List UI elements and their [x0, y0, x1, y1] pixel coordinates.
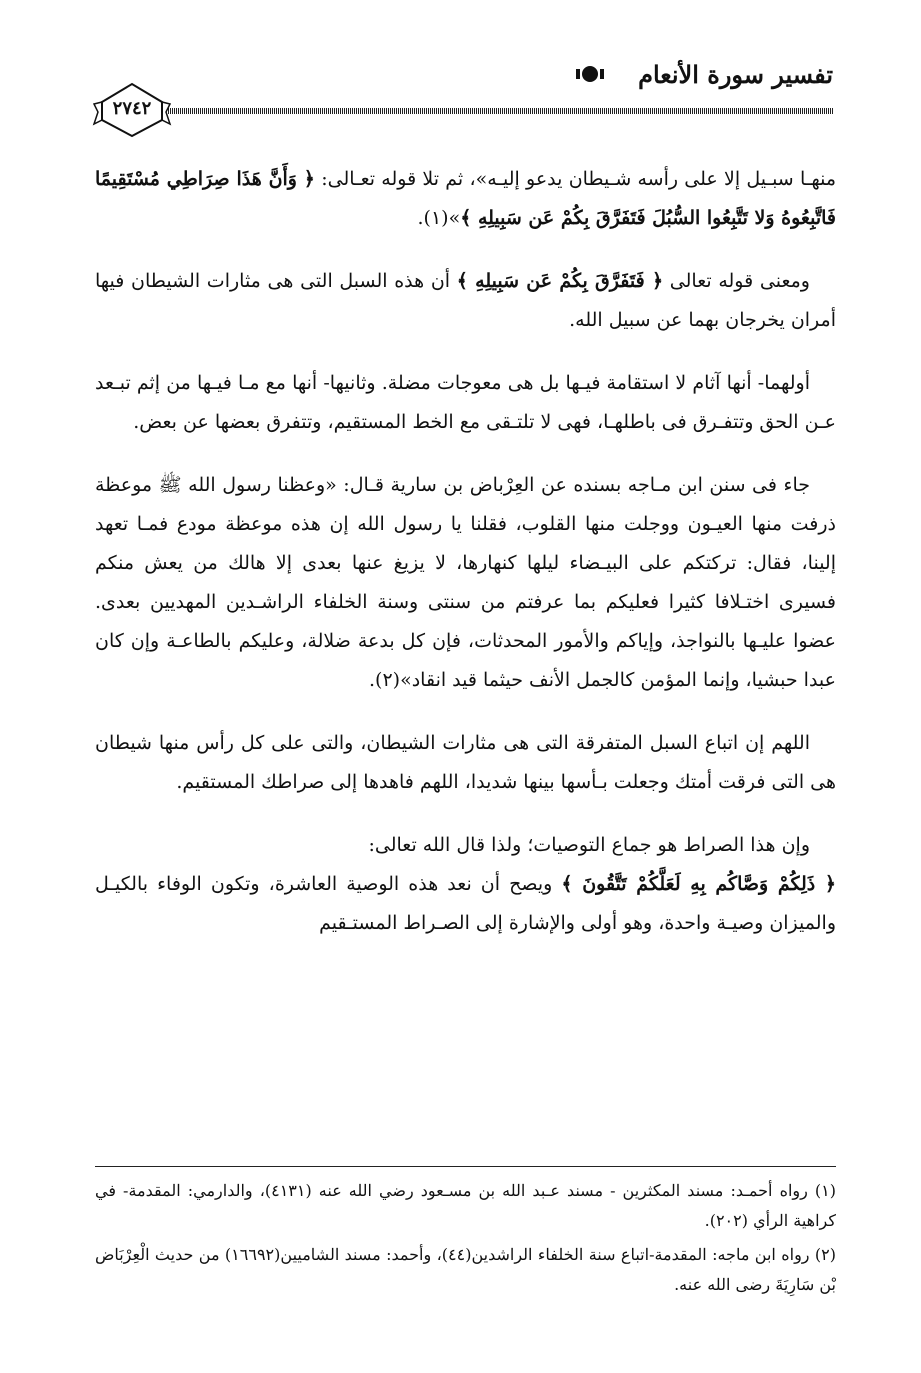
- ornament-icon: [582, 66, 598, 82]
- paragraph-1: [95, 160, 836, 238]
- paragraph-text: ومعنى قوله تعالى: [663, 270, 810, 292]
- paragraph-text: ويصح أن نعد هذه الوصية العاشرة، وتكون الوفاء بالكيـل والميزان وصيـة واحدة، وهو أولى والإشارة إلى الصـراط المستـقيم: [95, 873, 836, 934]
- footnote-1: (١) رواه أحمـد: مسند المكثرين - مسند عـبد الله بن مسـعود رضي الله عنه (٤١٣١)، والدارمي: المقدمة- في كراهية الرأي (٢٠٢).: [95, 1181, 836, 1230]
- paragraph-text: منهـا سبـيل إلا على رأسه شـيطان يدعو إليـه»، ثم تلا قوله تعـالى:: [314, 168, 836, 190]
- quran-verse: ﴿ وَأَنَّ هَذَا صِرَاطِي مُسْتَقِيمًا فَاتَّبِعُوهُ وَلا تَتَّبِعُوا السُّبُلَ فَتَفَرَّقَ بِكُمْ عَن سَبِيلِهِ ﴾: [95, 168, 836, 229]
- paragraph-text: جاء فى سنن ابن مـاجه بسنده عن العِرْباض بن سارية قـال: «وعظنا رسول الله ﷺ موعظة ذرفت منها العيـون ووجلت منها القلوب، فقلنا يا رسول الله إن هذه موعظة مودع فمـا تعهد إلينا، فقال: تركتكم على البيـضاء ليلها كنهارها، لا يزيغ عنها بعدى إلا هالك من يعش منكم فسيرى اختـلافا كثيرا فعليكم بما عرفتم من سنتى وسنة الخلفاء الراشـدين المهديين بعدى. عضوا عليـها بالنواجذ، وإياكم والأمور المحدثات، فإن كل بدعة ضلالة، وعليكم بالطاعـة وإن كان عبدا حبشيا، وإنما المؤمن كالجمل الأنف حيثما قيد انقاد»(٢).: [95, 474, 836, 691]
- paragraph-2: [95, 262, 836, 340]
- footnote-2: (٢) رواه ابن ماجه: المقدمة-اتباع سنة الخلفاء الراشدين(٤٤)، وأحمد: مسند الشاميين(١٦٦٩٢) من حديث الْعِرْبَاض بْن سَارِيَةَ رضى الله عنه.: [95, 1245, 837, 1294]
- page-number: ٢٧٤٢: [112, 98, 152, 119]
- paragraph-6: [95, 826, 836, 865]
- running-title: تفسير سورة الأنعام: [638, 60, 833, 89]
- page-header: [88, 52, 833, 142]
- paragraph-text: »(١).: [417, 207, 461, 229]
- paragraph-text: أولهما- أنها آثام لا استقامة فيـها بل هى معوجات مضلة. وثانيها- أنها مع مـا فيـها من إثم تبـعد عـن الحق وتتفـرق فى باطلهـا، فهى لا تلتـقى مع الخط المستقيم، وتتفرق بعضها عن بعض.: [95, 372, 836, 433]
- main-text: [95, 160, 836, 967]
- paragraph-text: اللهم إن اتباع السبل المتفرقة التى هى مثارات الشيطان، والتى على كل رأس منها شيطان هى التى فرقت أمتك وجعلت بـأسها بينها شديدا، اللهم فاهدها إلى صراطك المستقيم.: [95, 732, 836, 793]
- quran-verse: ﴿ فَتَفَرَّقَ بِكُمْ عَن سَبِيلِهِ ﴾: [456, 270, 664, 292]
- paragraph-4: [95, 466, 836, 700]
- quran-verse: ﴿ ذَلِكُمْ وَصَّاكُم بِهِ لَعَلَّكُمْ تَتَّقُونَ ﴾: [561, 873, 837, 895]
- paragraph-text: أن هذه السبل التى هى مثارات الشيطان فيها أمران يخرجان بهما عن سبيل الله.: [95, 270, 836, 331]
- page-number-frame-icon: [88, 80, 176, 142]
- footnote-separator: [95, 1166, 836, 1167]
- paragraph-7: [95, 865, 836, 943]
- footnotes: [95, 1176, 836, 1304]
- paragraph-5: [95, 724, 836, 802]
- header-rule: [168, 108, 833, 114]
- paragraph-3: [95, 364, 836, 442]
- paragraph-text: وإن هذا الصراط هو جماع التوصيات؛ ولذا قال الله تعالى:: [368, 834, 810, 856]
